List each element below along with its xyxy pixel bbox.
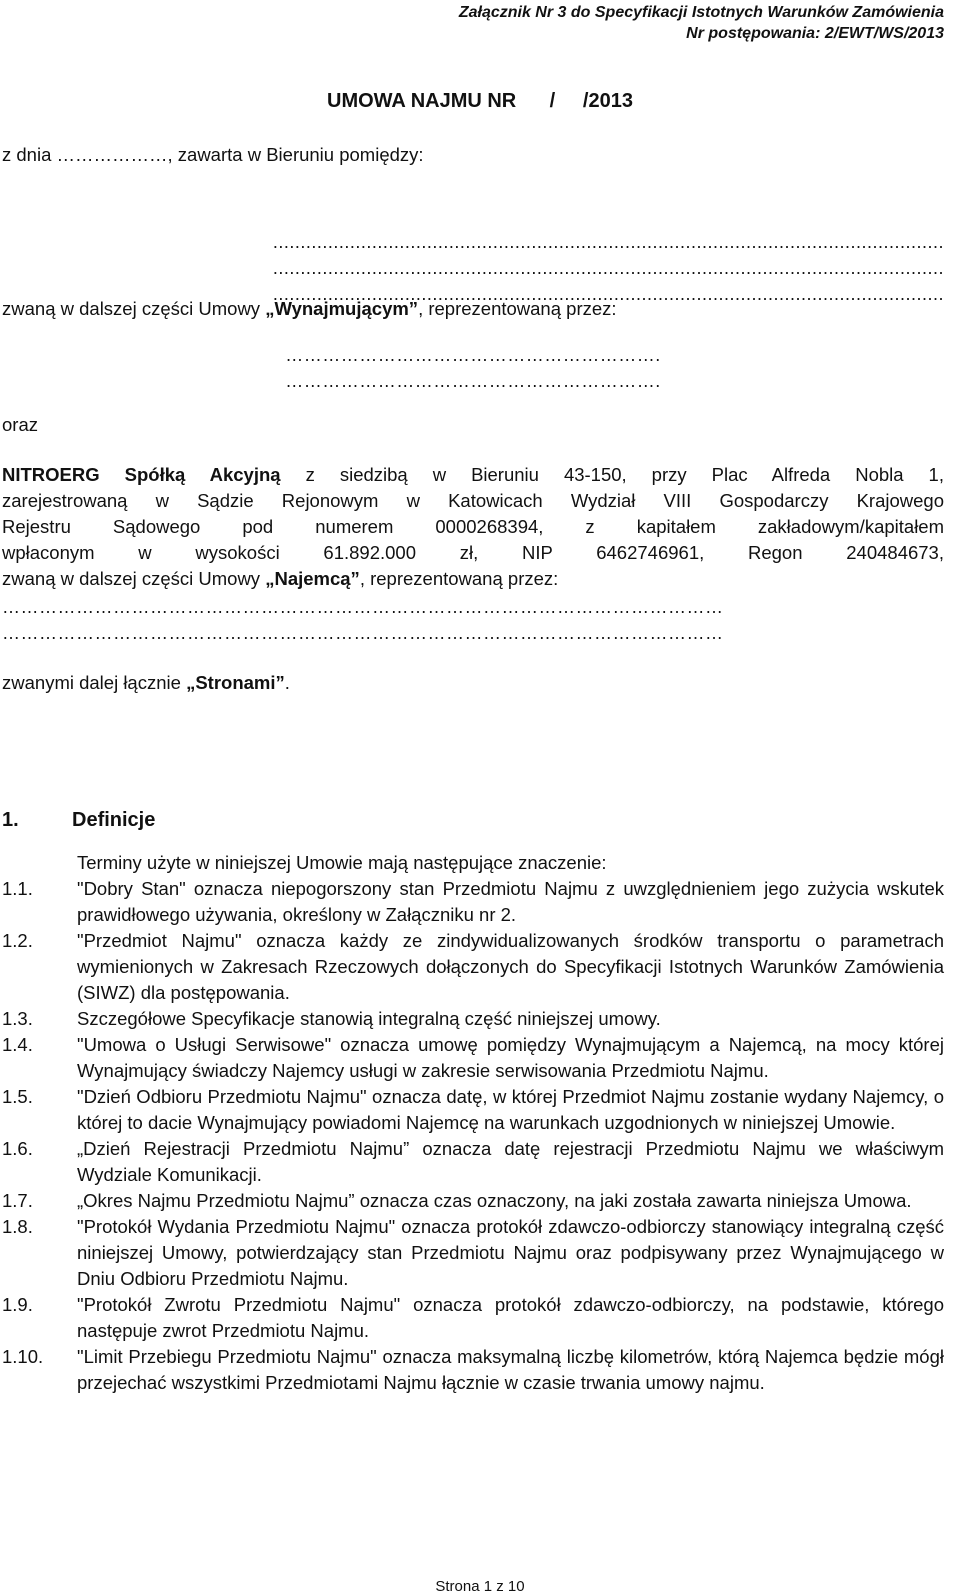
definition-item — [2, 1032, 944, 1084]
landlord-role: „Wynajmującym” — [265, 298, 419, 319]
landlord-suffix: , reprezentowaną przez: — [418, 298, 617, 319]
page-number: Strona 1 z 10 — [435, 1578, 525, 1595]
definition-text: "Dobry Stan" oznacza niepogorszony stan Przedmiotu Najmu z uwzględnieniem jego zużycia wskutek prawidłowego używania, określony w Załączniku nr 2. — [77, 878, 944, 925]
header-procedure-number: Nr postępowania: 2/EWT/WS/2013 — [686, 25, 944, 42]
tenant-name: NITROERG Spółką Akcyjną — [2, 464, 281, 485]
definition-text: "Przedmiot Najmu" oznacza każdy ze zindywidualizowanych środków transportu o parametrach wymienionych w Zakresach Rzeczowych dołączonych do Specyfikacji Istotnych Warunków Zamówienia (SIWZ) dla postępowania. — [77, 930, 944, 1003]
tenant-address: z siedzibą w Bieruniu 43-150, przy Plac Alfreda Nobla 1, — [280, 464, 944, 485]
parties-name: „Stronami” — [186, 672, 285, 693]
landlord-line — [2, 297, 944, 321]
tenant-line-2: zarejestrowaną w Sądzie Rejonowym w Katowicach Wydział VIII Gospodarczy Krajowego — [2, 490, 944, 511]
definition-number: 1.7. — [2, 1190, 33, 1211]
definition-number: 1.8. — [2, 1216, 33, 1237]
tenant-representative-line-1: ……………………………………………………………………………………………………… — [2, 597, 724, 617]
tenant-representative-line-2: ……………………………………………………………………………………………………… — [2, 623, 724, 643]
definitions-intro: Terminy użyte w niniejszej Umowie mają następujące znaczenie: — [77, 852, 607, 873]
section-heading — [2, 809, 155, 832]
definition-text: "Limit Przebiegu Przedmiotu Najmu" oznacza maksymalną liczbę kilometrów, którą Najemca będzie mógł przejechać wszystkimi Przedmiotami Najmu łącznie w czasie trwania umowy najmu. — [77, 1346, 944, 1393]
definition-number: 1.10. — [2, 1346, 44, 1367]
definition-number: 1.6. — [2, 1138, 33, 1159]
header-attachment-line: Załącznik Nr 3 do Specyfikacji Istotnych Warunków Zamówienia — [458, 4, 944, 21]
tenant-suffix: , reprezentowaną przez: — [359, 568, 559, 589]
definition-text: "Protokół Zwrotu Przedmiotu Najmu" oznacza protokół zdawczo-odbiorczy, na podstawie, którego następuje zwrot Przedmiotu Najmu. — [77, 1294, 944, 1341]
tenant-role: „Najemcą” — [265, 568, 360, 589]
definition-text: "Dzień Odbioru Przedmiotu Najmu" oznacza datę, w której Przedmiot Najmu zostanie wydany Najemcy, o której to dacie Wynajmujący powiadomi Najemcę na warunkach uzgodnionych w niniejszej Umowie. — [77, 1086, 944, 1133]
landlord-representative-line-1: ……………………………………………………. — [285, 345, 661, 365]
definition-text: „Okres Najmu Przedmiotu Najmu” oznacza czas oznaczony, na jaki została zawarta niniejsza Umowa. — [77, 1190, 912, 1211]
definition-item — [2, 1214, 944, 1292]
definition-item — [2, 1188, 944, 1214]
landlord-representative-line-2: ……………………………………………………. — [285, 371, 661, 391]
tenant-role-line — [2, 567, 944, 591]
definition-item — [2, 1292, 944, 1344]
definition-item — [2, 1084, 944, 1136]
parties-prefix: zwanymi dalej łącznie — [2, 672, 187, 693]
tenant-line-3: Rejestru Sądowego pod numerem 0000268394, z kapitałem zakładowym/kapitałem — [2, 516, 944, 537]
definition-item — [2, 928, 944, 1006]
definition-text: "Umowa o Usługi Serwisowe" oznacza umowę pomiędzy Wynajmującym a Najemcą, na mocy której Wynajmujący świadczy Najemcy usługi w zakresie serwisowania Przedmiotu Najmu. — [77, 1034, 944, 1081]
oraz-label: oraz — [2, 414, 38, 435]
parties-line — [2, 671, 944, 695]
landlord-prefix: zwaną w dalszej części Umowy — [2, 298, 266, 319]
date-line: z dnia ………………, zawarta w Bieruniu pomiędzy: — [2, 144, 424, 165]
section-number: 1. — [2, 809, 19, 831]
tenant-line-4: wpłaconym w wysokości 61.892.000 zł, NIP 6462746961, Regon 240484673, — [2, 542, 944, 563]
blank-line-3: .......................................................................................................................... — [272, 284, 944, 304]
definition-number: 1.2. — [2, 930, 33, 951]
definition-item — [2, 1006, 944, 1032]
parties-suffix: . — [284, 672, 290, 693]
definition-text: Szczegółowe Specyfikacje stanowią integralną część niniejszej umowy. — [77, 1008, 661, 1029]
definition-number: 1.1. — [2, 878, 33, 899]
definitions-list — [2, 850, 944, 1396]
tenant-line-1 — [2, 463, 944, 487]
blank-line-2: .......................................................................................................................... — [272, 258, 944, 278]
document-header — [459, 2, 944, 44]
tenant-prefix: zwaną w dalszej części Umowy — [2, 568, 266, 589]
definition-number: 1.3. — [2, 1008, 33, 1029]
definition-item — [2, 876, 944, 928]
blank-line-1: .......................................................................................................................... — [272, 232, 944, 252]
contract-title-text: UMOWA NAJMU NR / /2013 — [327, 90, 633, 112]
definition-item — [2, 1344, 944, 1396]
definition-number: 1.4. — [2, 1034, 33, 1055]
definition-text: "Protokół Wydania Przedmiotu Najmu" oznacza protokół zdawczo-odbiorczy stanowiący integralną część niniejszej Umowy, potwierdzający stan Przedmiotu Najmu oraz podpisywany przez Wynajmującego w Dniu Odbioru Przedmiotu Najmu. — [77, 1216, 944, 1289]
definition-number: 1.5. — [2, 1086, 33, 1107]
definition-number: 1.9. — [2, 1294, 33, 1315]
section-title: Definicje — [72, 809, 156, 831]
definition-text: „Dzień Rejestracji Przedmiotu Najmu” oznacza datę rejestracji Przedmiotu Najmu we właściwym Wydziale Komunikacji. — [77, 1138, 944, 1185]
definition-item — [2, 1136, 944, 1188]
contract-title — [0, 90, 960, 113]
